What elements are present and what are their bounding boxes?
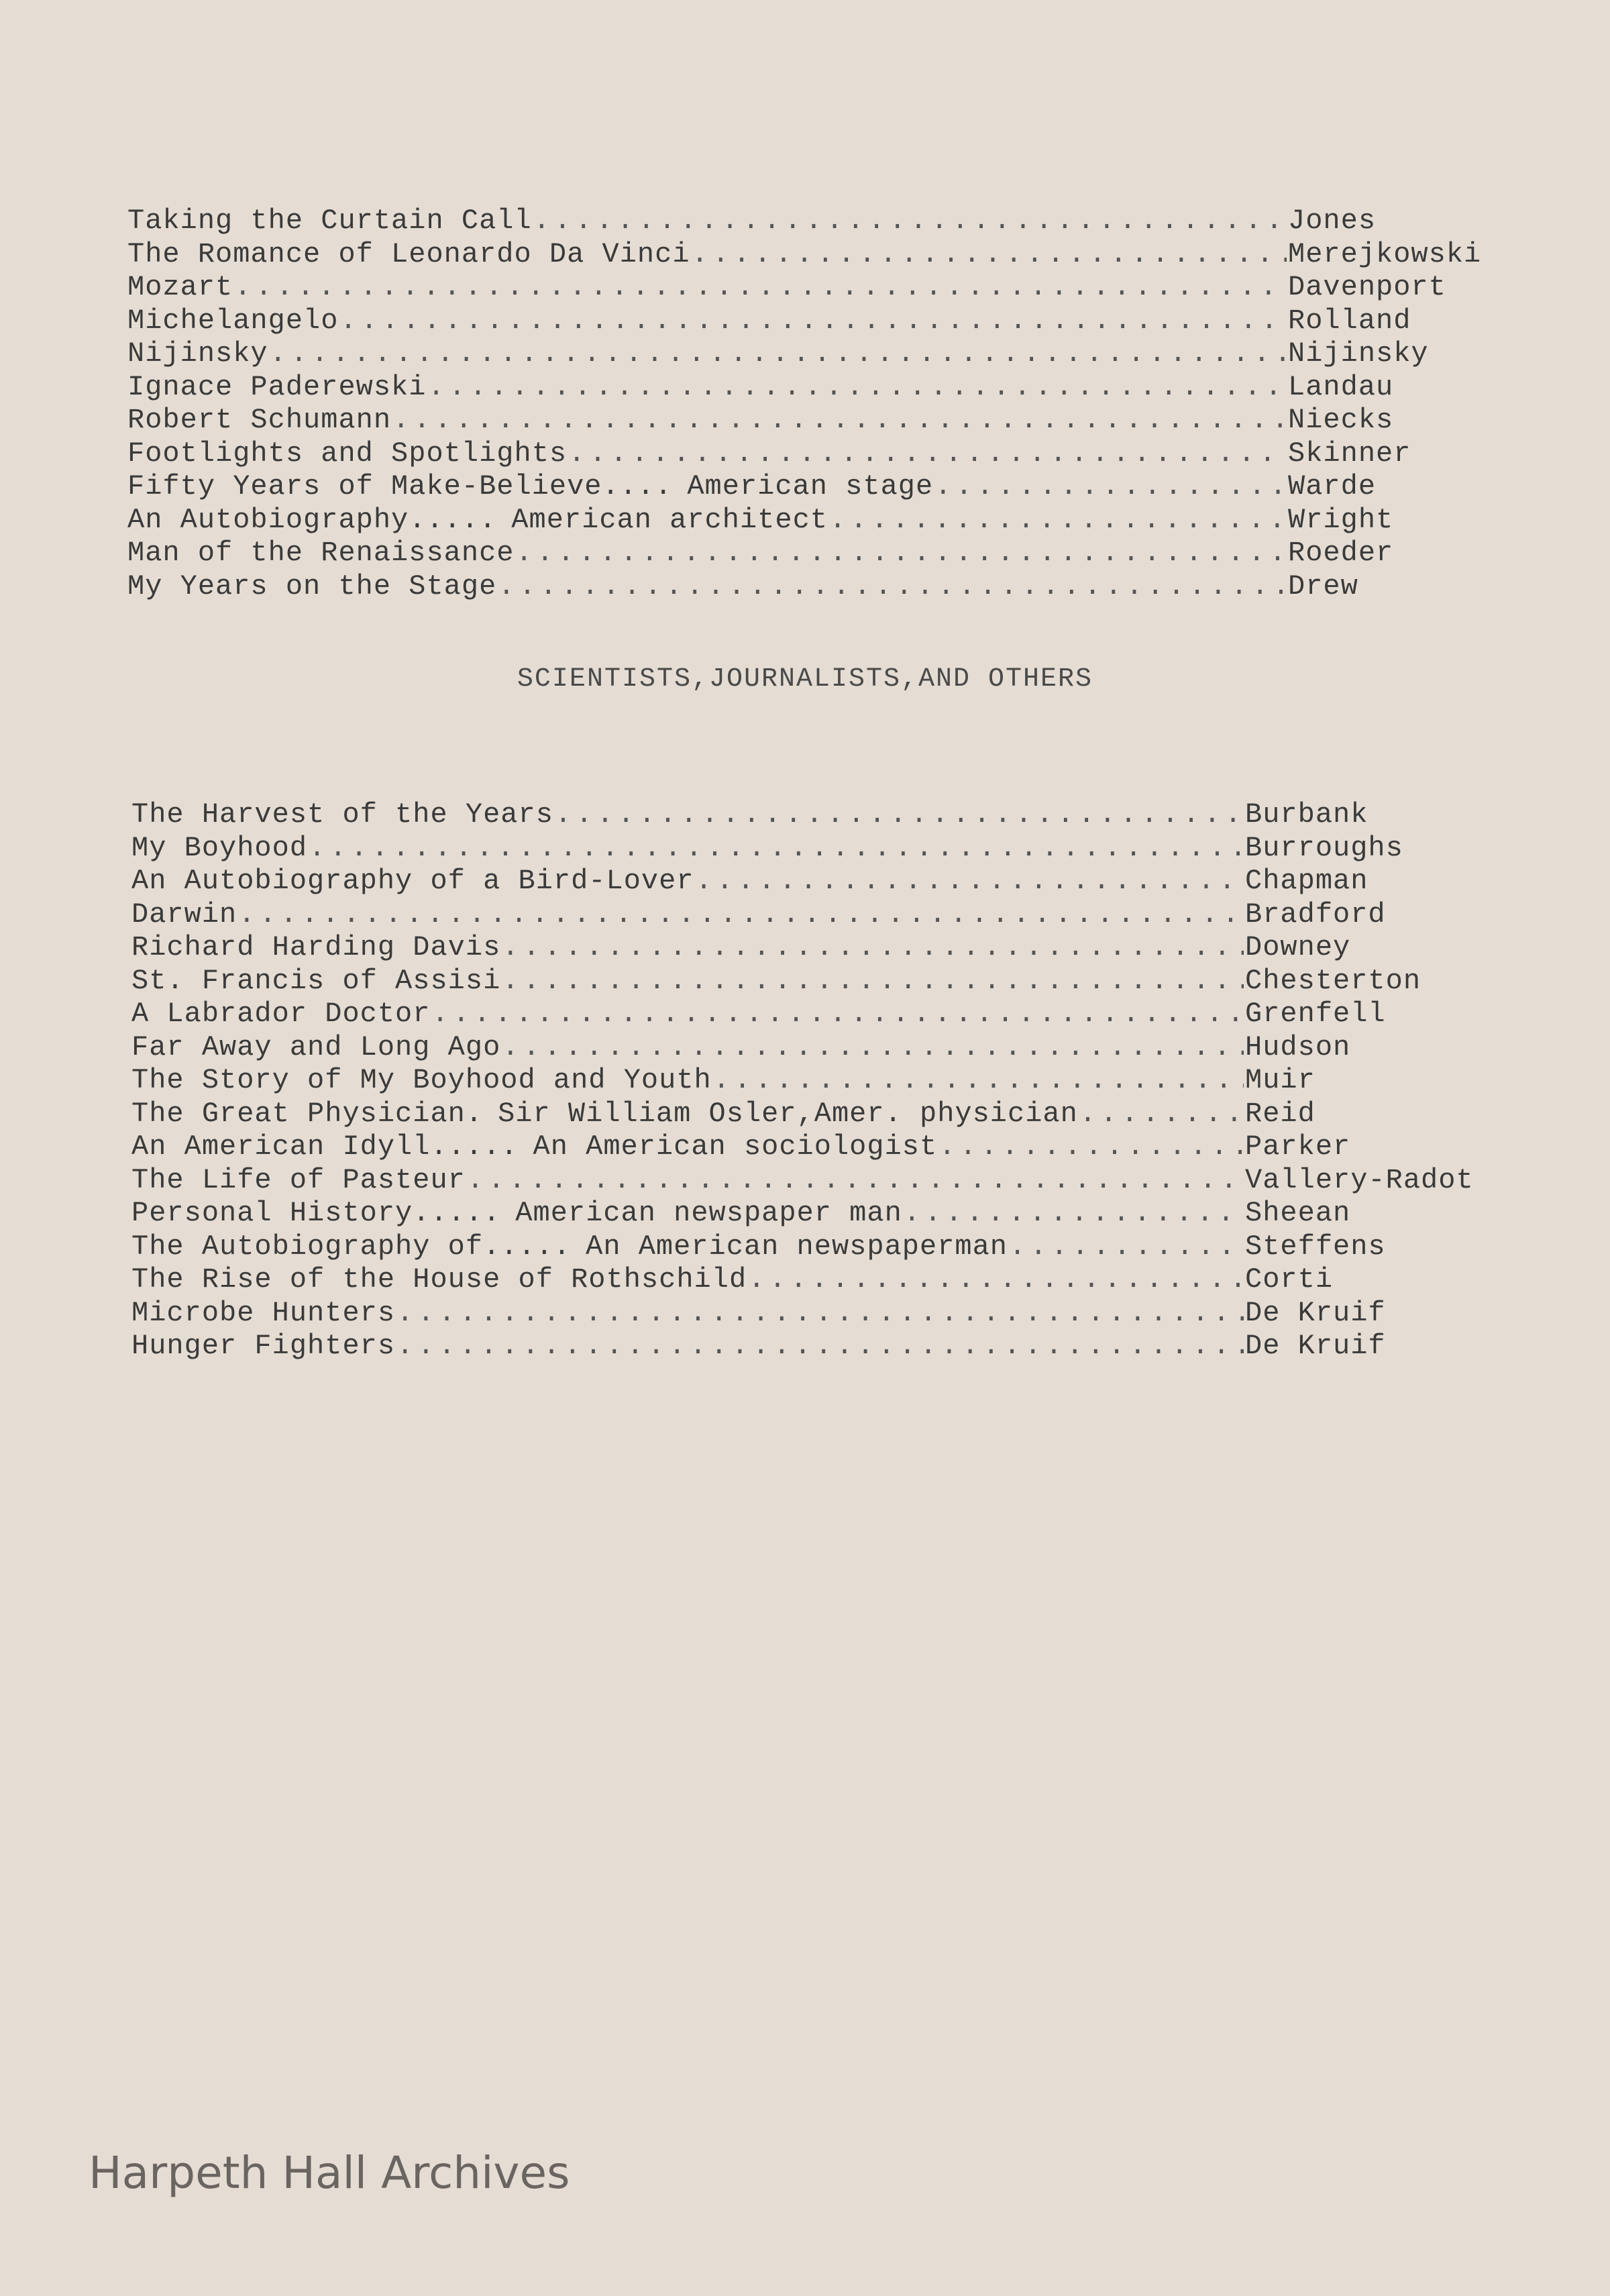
book-author: Sheean	[1245, 1197, 1351, 1229]
list-item	[127, 537, 1509, 570]
book-title: Taking the Curtain Call	[127, 205, 532, 237]
leader-dots	[309, 832, 1244, 866]
book-title: The Autobiography of.....	[131, 1230, 572, 1263]
book-author: Drew	[1288, 570, 1358, 603]
book-author: Roeder	[1288, 537, 1394, 569]
leader-dots	[904, 1197, 1244, 1231]
book-author: Muir	[1245, 1064, 1316, 1096]
list-item	[131, 931, 1513, 965]
list-item	[131, 832, 1513, 866]
book-author: Landau	[1288, 370, 1394, 403]
list-item	[131, 1297, 1513, 1330]
leader-dots	[692, 238, 1287, 272]
book-author: De Kruif	[1245, 1296, 1386, 1329]
list-item	[131, 1131, 1513, 1164]
leader-dots	[431, 998, 1244, 1031]
leader-dots	[1009, 1231, 1244, 1264]
book-list-scientists	[131, 798, 1513, 1363]
book-title: Personal History.....	[131, 1197, 501, 1229]
book-author: Davenport	[1288, 271, 1446, 303]
book-title: My Boyhood	[131, 831, 308, 864]
book-title: An Autobiography of a Bird-Lover	[131, 865, 694, 897]
list-item	[127, 305, 1509, 338]
book-title: Richard Harding Davis	[131, 931, 501, 963]
leader-dots	[339, 305, 1287, 338]
list-item	[131, 798, 1513, 832]
leader-dots	[234, 271, 1287, 305]
book-title: Robert Schumann	[127, 404, 392, 436]
leader-dots	[502, 965, 1244, 998]
book-author: Merejkowski	[1288, 238, 1482, 270]
leader-dots	[713, 1064, 1244, 1098]
book-note: An American sociologist	[533, 1131, 938, 1163]
book-title: The Life of Pasteur	[131, 1163, 466, 1196]
list-item	[131, 1231, 1513, 1264]
book-author: Downey	[1245, 931, 1351, 963]
book-title: Footlights and Spotlights	[127, 437, 568, 470]
list-item	[127, 570, 1509, 604]
book-author: Warde	[1288, 470, 1377, 503]
book-title: Far Away and Long Ago	[131, 1031, 501, 1063]
book-title: Man of the Renaissance	[127, 537, 515, 569]
leader-dots	[696, 865, 1244, 898]
list-item	[127, 238, 1509, 272]
book-title: Hunger Fighters	[131, 1330, 396, 1362]
book-title: A Labrador Doctor	[131, 998, 431, 1030]
leader-dots	[467, 1164, 1244, 1198]
leader-dots	[516, 537, 1287, 570]
book-note: American stage	[687, 470, 934, 503]
book-author: Burroughs	[1245, 831, 1403, 864]
book-list-arts	[127, 205, 1509, 603]
book-author: Chapman	[1245, 865, 1368, 897]
book-title: Ignace Paderewski	[127, 370, 427, 403]
leader-dots	[829, 504, 1287, 537]
book-author: Hudson	[1245, 1031, 1351, 1063]
leader-dots	[502, 931, 1244, 965]
book-author: Chesterton	[1245, 964, 1421, 997]
book-title: The Story of My Boyhood and Youth	[131, 1064, 712, 1096]
leader-dots	[270, 337, 1287, 371]
book-author: Reid	[1245, 1097, 1316, 1130]
list-item	[127, 205, 1509, 238]
book-title: Microbe Hunters	[131, 1296, 396, 1329]
list-item	[127, 504, 1509, 537]
book-note: American architect	[511, 503, 828, 536]
list-item	[127, 337, 1509, 371]
list-item	[131, 1098, 1513, 1131]
book-title: The Harvest of the Years	[131, 798, 553, 831]
list-item	[131, 965, 1513, 998]
book-title: My Years on the Stage	[127, 570, 497, 603]
book-author: Burbank	[1245, 798, 1368, 831]
leader-dots	[396, 1330, 1244, 1363]
archive-watermark: Harpeth Hall Archives	[89, 2147, 570, 2199]
leader-dots	[1079, 1098, 1244, 1131]
list-item	[131, 1197, 1513, 1231]
leader-dots	[498, 570, 1287, 604]
list-item	[127, 271, 1509, 305]
book-note: American newspaper man	[515, 1197, 902, 1229]
book-author: Steffens	[1245, 1230, 1386, 1263]
book-author: Parker	[1245, 1131, 1351, 1163]
leader-dots	[502, 1031, 1244, 1065]
leader-dots	[938, 1131, 1244, 1164]
book-title: Mozart	[127, 271, 233, 303]
book-title: An Autobiography.....	[127, 503, 497, 536]
list-item	[131, 1031, 1513, 1065]
leader-dots	[568, 437, 1287, 471]
list-item	[127, 470, 1509, 504]
leader-dots	[392, 404, 1287, 437]
list-item	[131, 1330, 1513, 1363]
list-item	[131, 1164, 1513, 1198]
list-item	[127, 404, 1509, 437]
section-heading: SCIENTISTS,JOURNALISTS,AND OTHERS	[517, 664, 1093, 694]
leader-dots	[748, 1263, 1244, 1297]
book-author: Niecks	[1288, 404, 1394, 436]
book-author: Vallery-Radot	[1245, 1163, 1474, 1196]
book-title: The Romance of Leonardo Da Vinci	[127, 238, 690, 270]
list-item	[131, 1263, 1513, 1297]
leader-dots	[533, 205, 1287, 238]
book-title: Darwin	[131, 898, 237, 931]
book-author: Rolland	[1288, 304, 1411, 337]
book-title: The Great Physician.	[131, 1097, 484, 1130]
book-author: Skinner	[1288, 437, 1411, 470]
list-item	[131, 1064, 1513, 1098]
list-item	[131, 998, 1513, 1031]
book-title: An American Idyll.....	[131, 1131, 519, 1163]
list-item	[131, 865, 1513, 898]
book-title: The Rise of the House of Rothschild	[131, 1263, 747, 1296]
book-note: An American newspaperman	[586, 1230, 1008, 1263]
list-item	[131, 898, 1513, 932]
book-author: Wright	[1288, 503, 1394, 536]
book-author: De Kruif	[1245, 1330, 1386, 1362]
list-item	[127, 371, 1509, 405]
book-author: Nijinsky	[1288, 337, 1429, 370]
book-title: Nijinsky	[127, 337, 268, 370]
leader-dots	[555, 798, 1244, 832]
book-title: Fifty Years of Make-Believe....	[127, 470, 673, 503]
leader-dots	[427, 371, 1287, 405]
list-item	[127, 437, 1509, 471]
leader-dots	[934, 470, 1287, 504]
book-author: Grenfell	[1245, 998, 1386, 1030]
leader-dots	[238, 898, 1244, 932]
book-author: Bradford	[1245, 898, 1386, 931]
book-author: Corti	[1245, 1263, 1334, 1296]
book-title: Michelangelo	[127, 304, 339, 337]
book-title: St. Francis of Assisi	[131, 964, 501, 997]
book-author: Jones	[1288, 205, 1377, 237]
book-note: Sir William Osler,Amer. physician	[498, 1097, 1078, 1130]
leader-dots	[396, 1297, 1244, 1330]
